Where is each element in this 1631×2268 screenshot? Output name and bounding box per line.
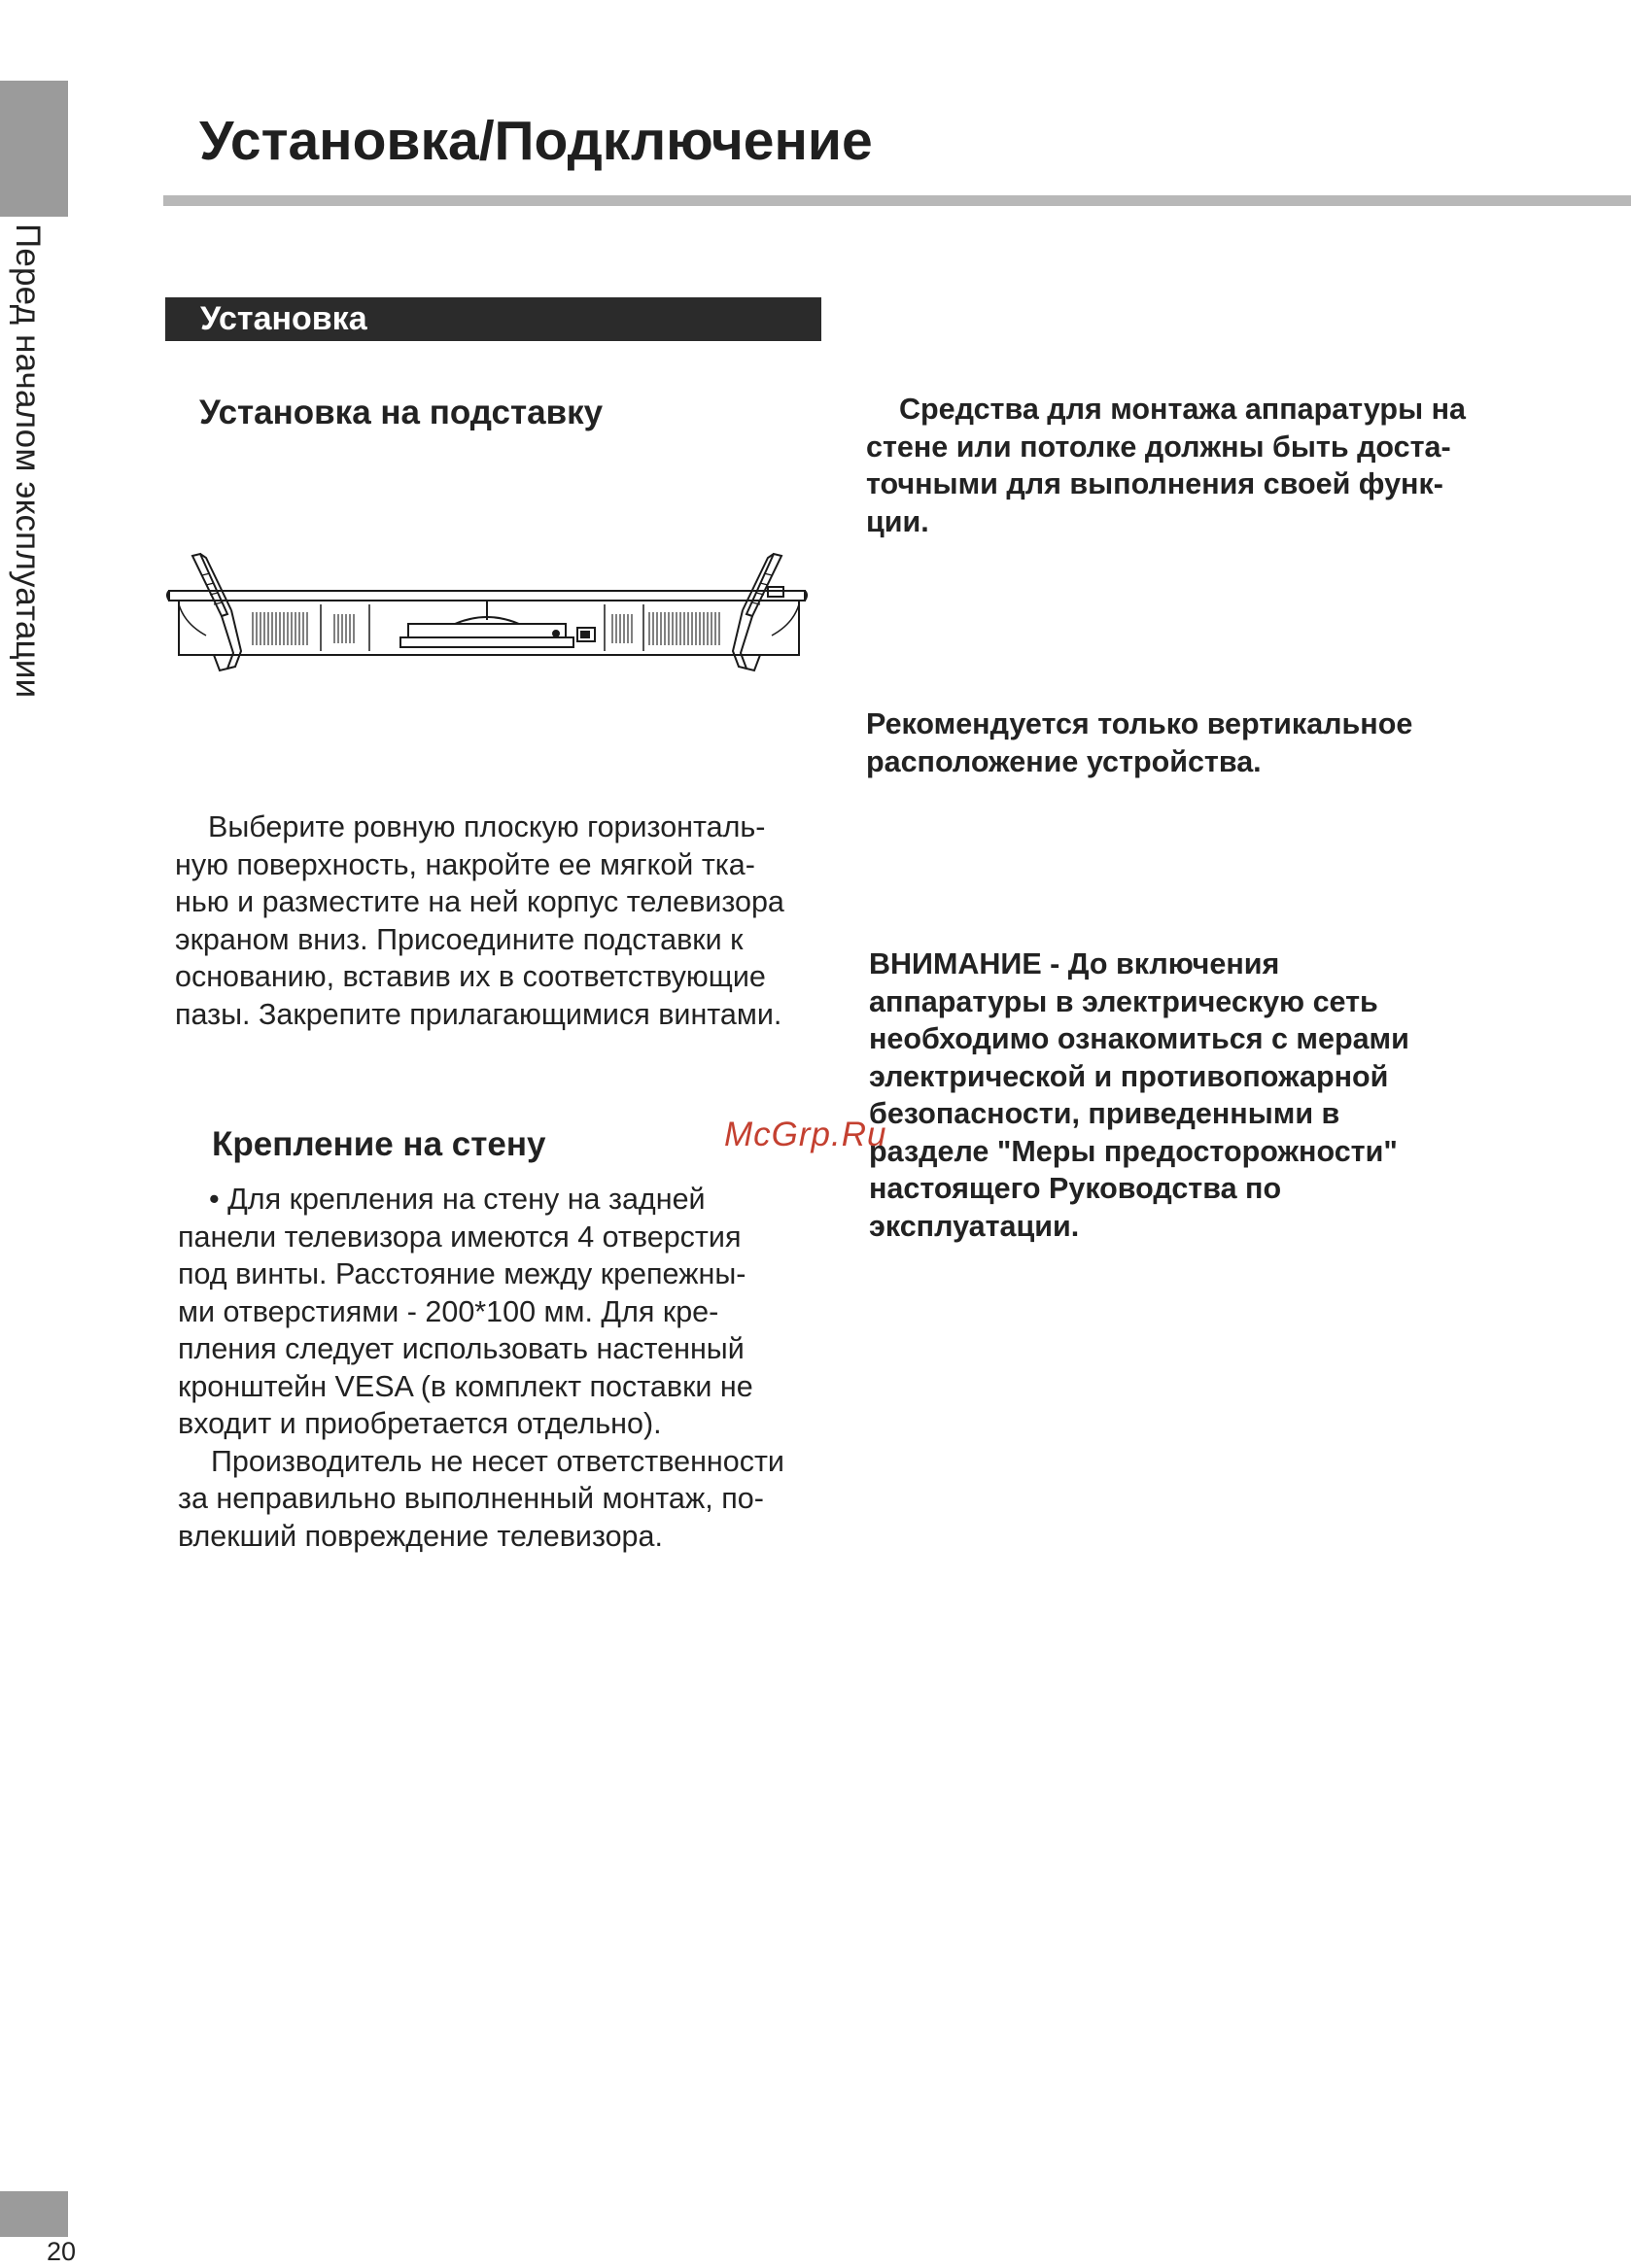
watermark: McGrp.Ru bbox=[724, 1116, 887, 1153]
text-line: Выберите ровную плоскую горизонталь- bbox=[208, 810, 766, 843]
text-line: пазы. Закрепите прилагающимися винтами. bbox=[175, 997, 782, 1031]
text-line: стене или потолке должны быть доста- bbox=[866, 430, 1451, 464]
text-line: нью и разместите на ней корпус телевизора bbox=[175, 885, 784, 918]
text-line: настоящего Руководства по bbox=[869, 1172, 1282, 1205]
text-line: под винты. Расстояние между крепежны- bbox=[178, 1257, 746, 1290]
text-line: аппаратуры в электрическую сеть bbox=[869, 984, 1378, 1018]
text-line: влекший повреждение телевизора. bbox=[178, 1519, 663, 1553]
text-line: экраном вниз. Присоедините подставки к bbox=[175, 922, 744, 956]
wall-paragraph bbox=[178, 1181, 784, 1555]
page-number: 20 bbox=[47, 2237, 77, 2266]
warning-note bbox=[869, 945, 1409, 1245]
vent-right bbox=[612, 612, 719, 645]
tv-stand-illustration bbox=[163, 546, 811, 678]
text-line: эксплуатации. bbox=[869, 1209, 1080, 1243]
text-line: точными для выполнения своей функ- bbox=[866, 467, 1443, 500]
text-line: ции. bbox=[866, 504, 929, 538]
stand-heading: Установка на подставку bbox=[199, 394, 604, 431]
text-line: за неправильно выполненный монтаж, по- bbox=[178, 1482, 764, 1515]
side-tab-top bbox=[0, 81, 68, 217]
text-line: кронштейн VESA (в комплект поставки не bbox=[178, 1369, 753, 1403]
orientation-note bbox=[866, 705, 1412, 780]
text-line: ВНИМАНИЕ - До включения bbox=[869, 947, 1280, 980]
text-line: необходимо ознакомиться с мерами bbox=[869, 1022, 1409, 1055]
text-line: Производитель не несет ответственности bbox=[211, 1444, 784, 1478]
mounting-note bbox=[866, 391, 1466, 540]
text-line: электрической и противопожарной bbox=[869, 1059, 1389, 1093]
vent-left bbox=[253, 612, 354, 645]
stand-paragraph bbox=[175, 808, 784, 1033]
text-line: панели телевизора имеются 4 отверстия bbox=[178, 1220, 742, 1254]
text-line: • Для крепления на стену на задней bbox=[209, 1183, 706, 1216]
wall-heading: Крепление на стену bbox=[212, 1125, 546, 1163]
text-line: пления следует использовать настенный bbox=[178, 1332, 745, 1365]
text-line: входит и приобретается отдельно). bbox=[178, 1407, 662, 1440]
text-line: расположение устройства. bbox=[866, 744, 1262, 778]
side-tab-bottom bbox=[0, 2191, 68, 2237]
text-line: разделе "Меры предосторожности" bbox=[869, 1134, 1398, 1168]
text-line: Средства для монтажа аппаратуры на bbox=[899, 393, 1466, 426]
text-line: ми отверстиями - 200*100 мм. Для кре- bbox=[178, 1294, 719, 1328]
center-bracket bbox=[400, 601, 595, 647]
title-rule bbox=[163, 195, 1631, 206]
text-line: Рекомендуется только вертикальное bbox=[866, 707, 1413, 740]
text-line: основанию, вставив их в соответствующие bbox=[175, 960, 766, 993]
page-title: Установка/Подключение bbox=[199, 110, 873, 172]
left-stand bbox=[192, 554, 241, 670]
right-stand bbox=[733, 554, 783, 670]
section-bar: Установка bbox=[165, 297, 821, 341]
text-line: ную поверхность, накройте ее мягкой тка- bbox=[175, 847, 755, 881]
text-line: безопасности, приведенными в bbox=[869, 1097, 1340, 1130]
